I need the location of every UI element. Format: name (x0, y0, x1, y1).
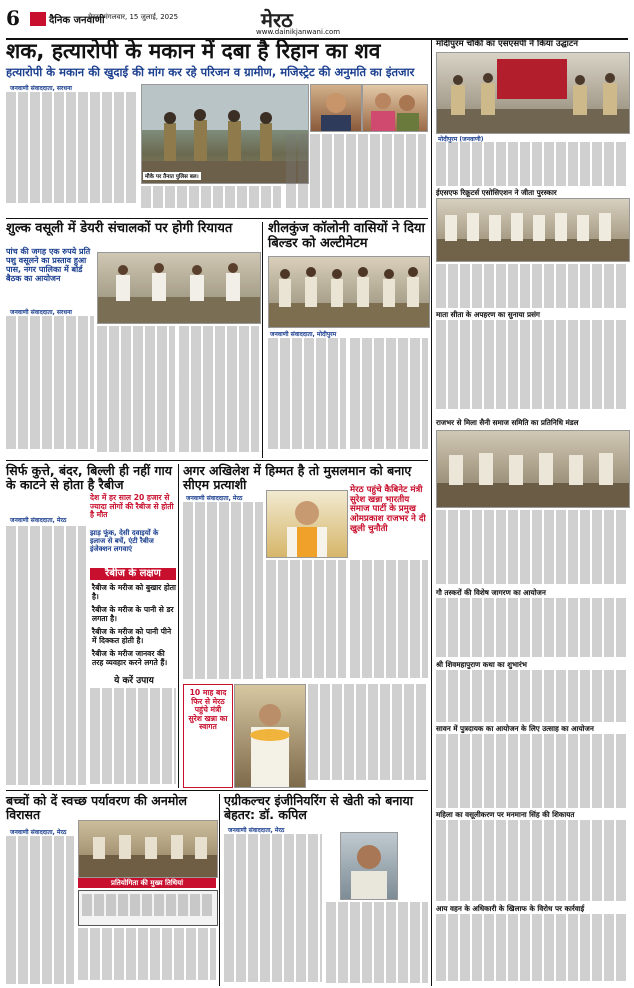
symptom-item: रैबीज के मरीज को पानी पीने में दिक्कत होती है। (92, 627, 172, 645)
police-group-illustration (142, 85, 308, 183)
right-sub4-body (436, 598, 628, 658)
environment-photo (78, 820, 218, 878)
right-sub5-body (436, 670, 628, 722)
dairy-kicker: पांच की जगह एक रुपये प्रति पशु वसूलने का प्रस्ताव हुआ पास, नगर पालिका में बोर्ड बैठक का आयोजन (6, 247, 91, 283)
right-sub3-body (436, 510, 628, 586)
dairy-headline: शुल्क वसूली में डेयरी संचालकों पर होगी रियायत (6, 221, 233, 236)
right-top-headline: मोदीपुरम चौकी का एसएसपी ने किया उद्घाटन (436, 39, 578, 49)
right-sub7: महिला का वसूलीकरण पर मनमाना सिंह की शिकायत (436, 810, 575, 819)
akhilesh-body-col1 (183, 502, 263, 682)
right-sub5: श्री शिवमहापुराण कथा का शुभारंभ (436, 660, 527, 669)
environment-dates-table (78, 890, 218, 926)
doctor-portrait (340, 832, 398, 900)
environment-body-col1 (6, 836, 74, 986)
environment-table-title: प्रतियोगिता की मुख्य तिथियां (78, 878, 216, 888)
rabies-body-col1 (6, 526, 86, 786)
rabies-dos-body (90, 688, 176, 788)
akhilesh-box-text: 10 माह बाद फिर से मेरठ पहुंचे मंत्री सुरेश खन्ना का स्वागत (188, 688, 228, 731)
lead-body-col1 (6, 92, 138, 207)
agri-body-col1 (224, 834, 322, 986)
shalikunj-body-col1 (268, 338, 346, 456)
rabies-dos-title: ये करें उपाय (114, 676, 154, 686)
right-sub7-body (436, 820, 628, 902)
dairy-body-col1 (6, 316, 94, 456)
rabies-kicker-2: झाड़ फूंक, देसी दवाइयों के इलाज से बचें, एंटी रैबीज इंजेक्शन लगवाएं (90, 529, 159, 553)
akhilesh-body-col2 (266, 560, 346, 682)
rabies-symptoms-title: रैबीज के लक्षण (90, 568, 176, 580)
symptom-item: रैबीज के मरीज को बुखार होता है। (92, 583, 177, 601)
shalikunj-photo (268, 256, 430, 328)
paper-logo-icon (30, 12, 46, 26)
rabies-dateline: जनवाणी संवाददाता, मेरठ (10, 517, 67, 524)
website-url[interactable]: www.dainikjanwani.com (256, 28, 341, 36)
lead-photo (141, 84, 309, 184)
akhilesh-dateline: जनवाणी संवाददाता, मेरठ (186, 495, 243, 502)
lead-body-col2 (141, 186, 281, 214)
lead-dateline: जनवाणी संवाददाता, सरधना (10, 85, 72, 92)
lead-subhead: हत्यारोपी के मकान की खुदाई की मांग कर रहे परिजन व ग्रामीण, मजिस्ट्रेट की अनुमति का इंतजार (6, 65, 415, 79)
right-sub3: राजभर से मिला सैनी समाज समिति का प्रतिनिधि मंडल (436, 418, 579, 427)
rabies-headline: सिर्फ कुत्ते, बंदर, बिल्ली ही नहीं गाय के काटने से होता है रैबीज (6, 463, 172, 492)
right-top-body (436, 142, 628, 186)
agri-headline: एग्रीकल्चर इंजीनियरिंग से खेती को बनाया बेहतर: डॉ. कपिल (224, 793, 413, 822)
family-photo (362, 84, 428, 132)
divider (262, 222, 263, 458)
akhilesh-headline: अगर अखिलेश में हिम्मत है तो मुसलमान को बनाए सीएम प्रत्याशी (183, 463, 412, 492)
lead-headline: शक, हत्यारोपी के मकान में दबा है रिहान का शव (6, 39, 381, 63)
page-number: 6 (6, 6, 20, 30)
right-sub8-body (436, 914, 628, 984)
minister-photo (266, 490, 348, 558)
shalikunj-headline: शीलकुंज कॉलोनी वासियों ने दिया बिल्डर को अल्टीमेटम (268, 221, 425, 251)
divider (6, 790, 428, 791)
dairy-body-col3 (179, 326, 259, 456)
divider (219, 794, 220, 986)
akhilesh-highlight-box (183, 684, 233, 788)
paper-title: दैनिक जनवाणी (49, 15, 105, 26)
dairy-body-col2 (97, 326, 175, 456)
environment-dateline: जनवाणी संवाददाता, मेरठ (10, 829, 67, 836)
agri-body-col2 (326, 902, 428, 986)
symptom-item: रैबीज के मरीज के पानी से डर लगता है। (92, 605, 174, 623)
divider (178, 464, 179, 788)
shalikunj-dateline: जनवाणी संवाददाता, मोदीपुरम (270, 331, 337, 338)
environment-headline: बच्चों को दें स्वच्छ पर्यावरण की अनमोल विरासत (6, 793, 187, 822)
dairy-dateline: जनवाणी संवाददाता, सरधना (10, 309, 72, 316)
shalikunj-body-col2 (350, 338, 428, 456)
right-sub1-photo (436, 198, 630, 262)
city-name: मेरठ (261, 8, 293, 32)
right-sub2: माता सीता के अपहरण का सुनाया प्रसंग (436, 310, 540, 319)
right-sub2-body (436, 320, 628, 416)
right-sub1: ईएसएफ रिक्रूटर्स एसोसिएशन ने जीता पुरस्कार (436, 188, 557, 197)
akhilesh-side-kicker: मेरठ पहुंचे कैबिनेट मंत्री सुरेश खन्ना भारतीय समाज पार्टी के प्रमुख ओमप्रकाश राजभर ने दी खुली चुनौती (350, 485, 426, 534)
lead-body-col3 (286, 134, 426, 214)
masthead (6, 4, 628, 40)
akhilesh-body-col4 (308, 684, 428, 786)
right-sub6-body (436, 734, 628, 808)
divider (6, 218, 428, 219)
right-sub6: सावन में पुत्रदायक का आयोजन के लिए उत्साह का आयोजन (436, 724, 594, 733)
lead-photo-caption: मौके पर तैनात पुलिस बल। (145, 174, 199, 180)
agri-dateline: जनवाणी संवाददाता, मेरठ (228, 827, 285, 834)
akhilesh-body-col3 (350, 560, 428, 682)
right-sub3-photo (436, 430, 630, 508)
right-sub8: आय वहन के अधिकारी के खिलाफ के विरोध पर कार्रवाई (436, 904, 585, 913)
edition-date: मेरठ, मंगलवार, 15 जुलाई, 2025 (88, 13, 179, 21)
right-top-dateline: मोदीपुरम (जनवाणी) (438, 136, 484, 143)
symptom-item: रैबीज के मरीज जानवर की तरह व्यवहार करने लगते हैं। (92, 649, 168, 667)
right-sub4: गौ तस्करों की विशेष जागरण का आयोजन (436, 588, 546, 597)
welcome-photo (234, 684, 306, 788)
rabies-kicker: देश में हर साल 20 हजार से ज्यादा लोगों की रैबीज से होती है मौत (90, 493, 174, 519)
right-sub1-body (436, 264, 628, 308)
dairy-meeting-photo (97, 252, 261, 324)
divider (431, 40, 432, 986)
right-top-photo (436, 52, 630, 134)
victim-photo (310, 84, 362, 132)
divider (6, 460, 428, 461)
environment-body-col2 (78, 928, 216, 986)
